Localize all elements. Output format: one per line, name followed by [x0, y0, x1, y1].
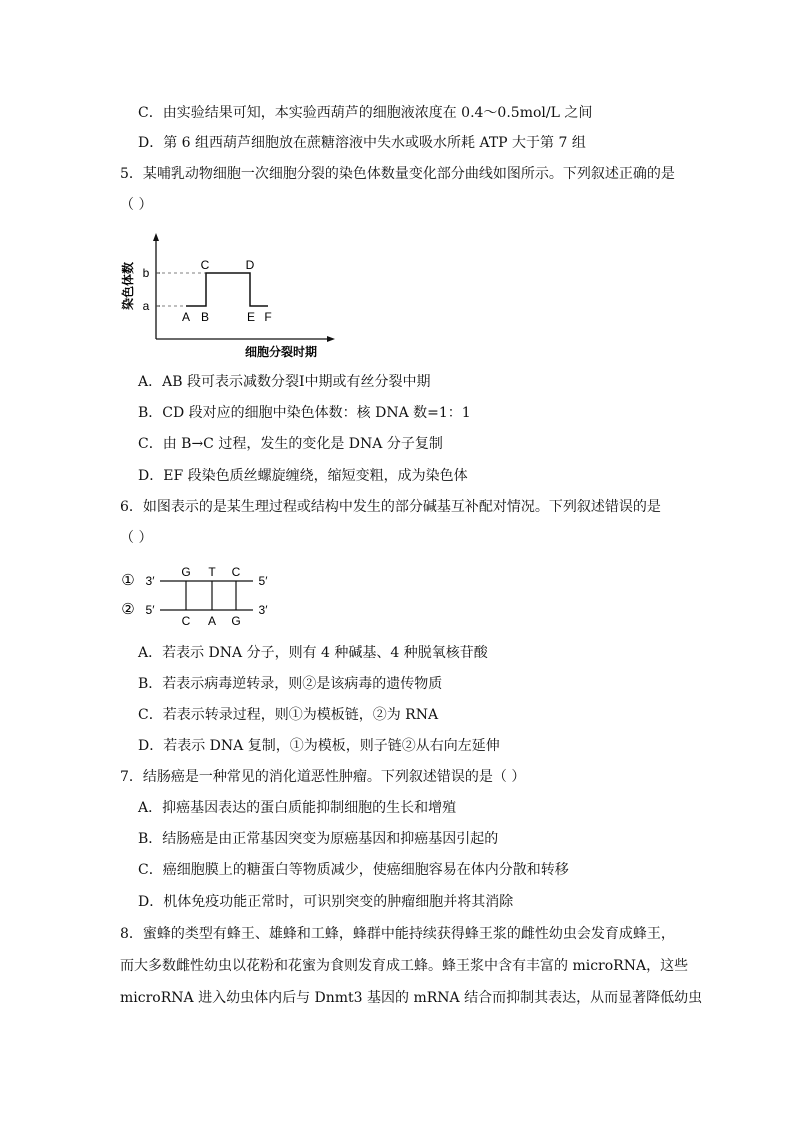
point-label-b: B [200, 310, 210, 324]
q5-stem: 5．某哺乳动物细胞一次细胞分裂的染色体数量变化部分曲线如图所示。下列叙述正确的是 [120, 166, 675, 182]
y-axis-title: 染色体数 [121, 261, 135, 311]
top-base-2: T [208, 565, 216, 579]
q6-option-d: D．若表示 DNA 复制，①为模板，则子链②从右向左延伸 [138, 738, 500, 754]
q8-line-1: 8．蜜蜂的类型有蜂王、雄蜂和工蜂，蜂群中能持续获得蜂王浆的雌性幼虫会发育成蜂王， [120, 926, 675, 942]
q5-option-b: B．CD 段对应的细胞中染色体数：核 DNA 数=1：1 [138, 405, 471, 421]
top-base-3: C [231, 565, 241, 579]
strand-1-right-end: 5′ [258, 574, 268, 588]
q4-option-c: C．由实验结果可知，本实验西葫芦的细胞液浓度在 0.4～0.5mol/L 之间 [138, 105, 593, 121]
strand-2-left-end: 5′ [145, 603, 155, 617]
strand-1-left-end: 3′ [145, 574, 155, 588]
q5-option-c: C．由 B→C 过程，发生的变化是 DNA 分子复制 [138, 436, 443, 452]
q7-option-c: C．癌细胞膜上的糖蛋白等物质减少，使癌细胞容易在体内分散和转移 [138, 862, 569, 878]
strand-2-label: ② [121, 601, 135, 618]
point-label-e: E [246, 310, 256, 324]
q7-option-b: B．结肠癌是由正常基因突变为原癌基因和抑癌基因引起的 [138, 831, 499, 847]
point-label-f: F [264, 310, 272, 324]
top-base-1: G [181, 565, 191, 579]
base-pairing-diagram [118, 562, 288, 632]
q5-option-a: A．AB 段可表示减数分裂Ⅰ中期或有丝分裂中期 [138, 374, 431, 390]
q6-option-a: A．若表示 DNA 分子，则有 4 种碱基、4 种脱氧核苷酸 [138, 645, 488, 661]
q5-option-d: D．EF 段染色质丝螺旋缠绕，缩短变粗，成为染色体 [138, 468, 468, 484]
q6-answer-paren: （ ） [120, 530, 153, 546]
q8-line-2: 而大多数雌性幼虫以花粉和花蜜为食则发育成工蜂。蜂王浆中含有丰富的 microRNA，这些 [120, 958, 689, 974]
q7-stem: 7．结肠癌是一种常见的消化道恶性肿瘤。下列叙述错误的是（ ） [120, 769, 526, 785]
strand-1-label: ① [121, 572, 135, 589]
tick-label-a: a [142, 299, 150, 313]
q6-option-c: C．若表示转录过程，则①为模板链，②为 RNA [138, 707, 439, 723]
point-label-a: A [181, 310, 191, 324]
bottom-base-2: A [207, 614, 217, 628]
q7-option-d: D．机体免疫功能正常时，可识别突变的肿瘤细胞并将其消除 [138, 894, 514, 910]
bottom-base-1: C [181, 614, 191, 628]
strand-2-right-end: 3′ [258, 603, 268, 617]
point-label-d: D [245, 258, 255, 272]
point-label-c: C [200, 258, 210, 272]
q5-answer-paren: （ ） [120, 197, 153, 213]
y-axis-arrow [153, 233, 159, 241]
x-axis-title: 细胞分裂时期 [244, 345, 318, 359]
q8-line-3: microRNA 进入幼虫体内后与 Dnmt3 基因的 mRNA 结合而抑制其表达，从而显著降低幼虫 [120, 990, 703, 1006]
q4-option-d: D．第 6 组西葫芦细胞放在蔗糖溶液中失水或吸水所耗 ATP 大于第 7 组 [138, 135, 586, 151]
q6-option-b: B．若表示病毒逆转录，则②是该病毒的遗传物质 [138, 676, 443, 692]
tick-label-b: b [142, 266, 150, 280]
q7-option-a: A．抑癌基因表达的蛋白质能抑制细胞的生长和增殖 [138, 800, 457, 816]
chromosome-curve [186, 273, 268, 306]
q6-stem: 6．如图表示的是某生理过程或结构中发生的部分碱基互补配对情况。下列叙述错误的是 [120, 499, 661, 515]
x-axis-arrow [327, 336, 335, 342]
bottom-base-3: G [231, 614, 241, 628]
chromosome-count-graph [118, 228, 348, 363]
